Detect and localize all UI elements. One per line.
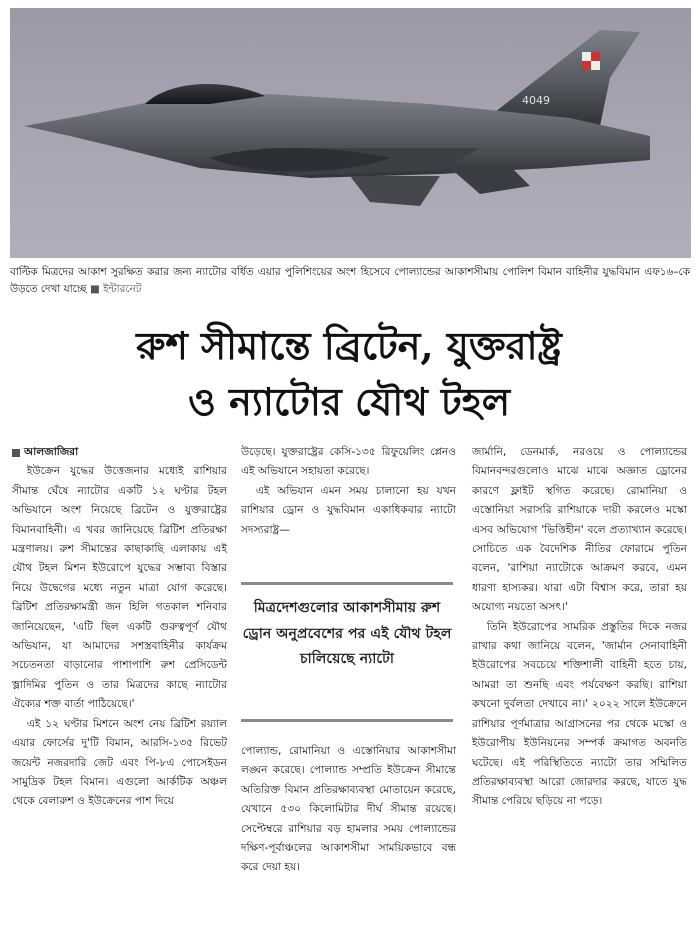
tail-number: 4049 — [522, 94, 550, 107]
caption-credit-text: ইন্টারনেট — [103, 283, 142, 295]
paragraph: তিনি ইউরোপের সামরিক প্রস্তুতির দিকে নজর রাখার কথা জানিয়ে বলেন, 'জার্মান সেনাবাহিনী ইউরোপের সবচেয়ে শক্তিশালী বাহিনী হতে চায়, আমরা তা শুনছি এবং পর্যবেক্ষণ করছি। রাশিয়া কখনো দুর্বলতা দেখাবে না।' ২০২২ সালে ইউক্রেনে রাশিয়ার পূর্ণমাত্রার আগ্রাসনের পর থেকে মস্কো ও ইউরোপীয় ইউনিয়নের সম্পর্ক ক্রমাগত অবনতি ঘটেছে। এই পরিস্থিতিতে ন্যাটো তার সম্মিলিত প্রতিরক্ষাব্যবস্থা আরো জোরদার করছে, যাতে যুদ্ধ সীমান্ত পেরিয়ে ছড়িয়ে না পড়ে। — [472, 620, 687, 808]
pullquote-top-rule — [241, 582, 453, 585]
article-column-1 — [12, 443, 227, 812]
headline — [0, 318, 698, 430]
paragraph: এই অভিযান এমন সময় চালানো হয় যখন রাশিয়ার ড্রোন ও যুদ্ধবিমান একাধিকবার ন্যাটো সদস্যরাষ্ট্র— — [241, 484, 456, 536]
ventral-fin — [350, 176, 440, 206]
source-name: আলজাজিরা — [24, 446, 79, 458]
paragraph: পোল্যান্ড, রোমানিয়া ও এস্তোনিয়ার আকাশসীমা লঙ্ঘন করেছে। পোল্যান্ড সম্প্রতি ইউক্রেন সীমান্তে অতিরিক্ত বিমান প্রতিরক্ষাব্যবস্থা মোতায়েন করেছে, যেখানে ৫৩০ কিলোমিটার দীর্ঘ সীমান্ত রয়েছে। সেপ্টেম্বরে রাশিয়ার বড় হামলার সময় পোল্যান্ডের দক্ষিণ-পূর্বাঞ্চলের আকাশসীমা সাময়িকভাবে বন্ধ করে দেয়া হয়। — [241, 745, 456, 874]
photo-caption — [10, 264, 690, 298]
tail-fin — [490, 30, 640, 126]
paragraph: এই ১২ ঘণ্টার মিশনে অংশ নেয় ব্রিটিশ রয়্যাল এয়ার ফোর্সের দু'টি বিমান, আরসি-১৩৫ রিভেট জয়েন্ট নজরদারি জেট এবং পি-৮এ পোসেইডন সামুদ্রিক টহল বিমান। এগুলো আর্কটিক অঞ্চল থেকে বেলারুশ ও ইউক্রেনের পাশ দিয়ে — [12, 717, 227, 808]
article-column-3 — [472, 443, 687, 812]
pull-quote: মিত্রদেশগুলোর আকাশসীমায় রুশ ড্রোন অনুপ্রবেশের পর এই যৌথ টহল চালিয়েছে ন্যাটো — [242, 600, 452, 667]
rear-stabilizer — [450, 166, 530, 194]
polish-roundel — [582, 52, 600, 70]
fighter-jet-photo — [10, 8, 691, 258]
headline-line-1: রুশ সীমান্তে ব্রিটেন, যুক্তরাষ্ট্র — [136, 323, 562, 368]
caption-text: বাল্টিক মিত্রদের আকাশ সুরক্ষিত করার জন্য ন্যাটোর বর্ধিত এয়ার পুলিশিংয়ের অংশ হিসেবে পোল্যান্ডের আকাশসীমায় পোলিশ বিমান বাহিনীর যুদ্ধবিমান এফ১৬–কে উড়তে দেখা যাচ্ছে — [10, 266, 690, 295]
article-column-2-continued — [241, 742, 456, 878]
jet-illustration — [10, 8, 691, 258]
article-column-2 — [241, 443, 456, 540]
paragraph: ইউক্রেন যুদ্ধের উত্তেজনার মধ্যেই রাশিয়ার সীমান্ত ঘেঁষে ন্যাটোর একটি ১২ ঘণ্টার টহল অভিযানে অংশ নিয়েছে ব্রিটেন ও যুক্তরাষ্ট্রের বিমানবাহিনী। এ খবর জানিয়েছে ব্রিটিশ প্রতিরক্ষা মন্ত্রণালয়। রুশ সীমান্তের কাছাকাছি এলাকায় এই যৌথ টহল মিশন ইউরোপে যুদ্ধের সম্ভাব্য বিস্তার নিয়ে উদ্বেগের মধ্যে নতুন মাত্রা যোগ করেছে। ব্রিটিশ প্রতিরক্ষামন্ত্রী জন হিলি গতকাল শনিবার জানিয়েছেন, 'এটি ছিল একটি গুরুত্বপূর্ণ যৌথ অভিযান, যা আমাদের সশস্ত্রবাহিনীর কার্যক্রম সচেতনতা বাড়ানোর পাশাপাশি রুশ প্রেসিডেন্ট ভ্লাদিমির পুতিন ও তার মিত্রদের কাছে ন্যাটোর ঐক্যের শক্ত বার্তা পাঠিয়েছে।' — [12, 465, 227, 711]
square-bullet-icon — [12, 449, 20, 457]
paragraph: জার্মানি, ডেনমার্ক, নরওয়ে ও পোল্যান্ডের বিমানবন্দরগুলোও মাঝে মাঝে অজ্ঞাত ড্রোনের কারণে ফ্লাইট স্থগিত করেছে। রোমানিয়া ও এস্তোনিয়া সরাসরি রাশিয়াকে দায়ী করলেও মস্কো এসব অভিযোগ 'ভিত্তিহীন' বলে প্রত্যাখ্যান করেছে। সোচিতে এক বৈদেশিক নীতির ফোরামে পুতিন বলেন, 'রাশিয়া ন্যাটোকে আক্রমণ করবে, এমন ধারণা হাস্যকর। যারা এটা বিশ্বাস করে, তারা হয় অযোগ্য নয়তো অসৎ।' — [472, 446, 687, 614]
pullquote-bottom-rule — [241, 719, 453, 722]
source-label — [12, 443, 227, 462]
paragraph: উড়েছে। যুক্তরাষ্ট্রের কেসি-১৩৫ রিফুয়েলিং প্লেনও এই অভিযানে সহায়তা করেছে। — [241, 446, 456, 478]
caption-credit: ■ ইন্টারনেট — [89, 283, 142, 295]
headline-line-2: ও ন্যাটোর যৌথ টহল — [187, 379, 511, 424]
